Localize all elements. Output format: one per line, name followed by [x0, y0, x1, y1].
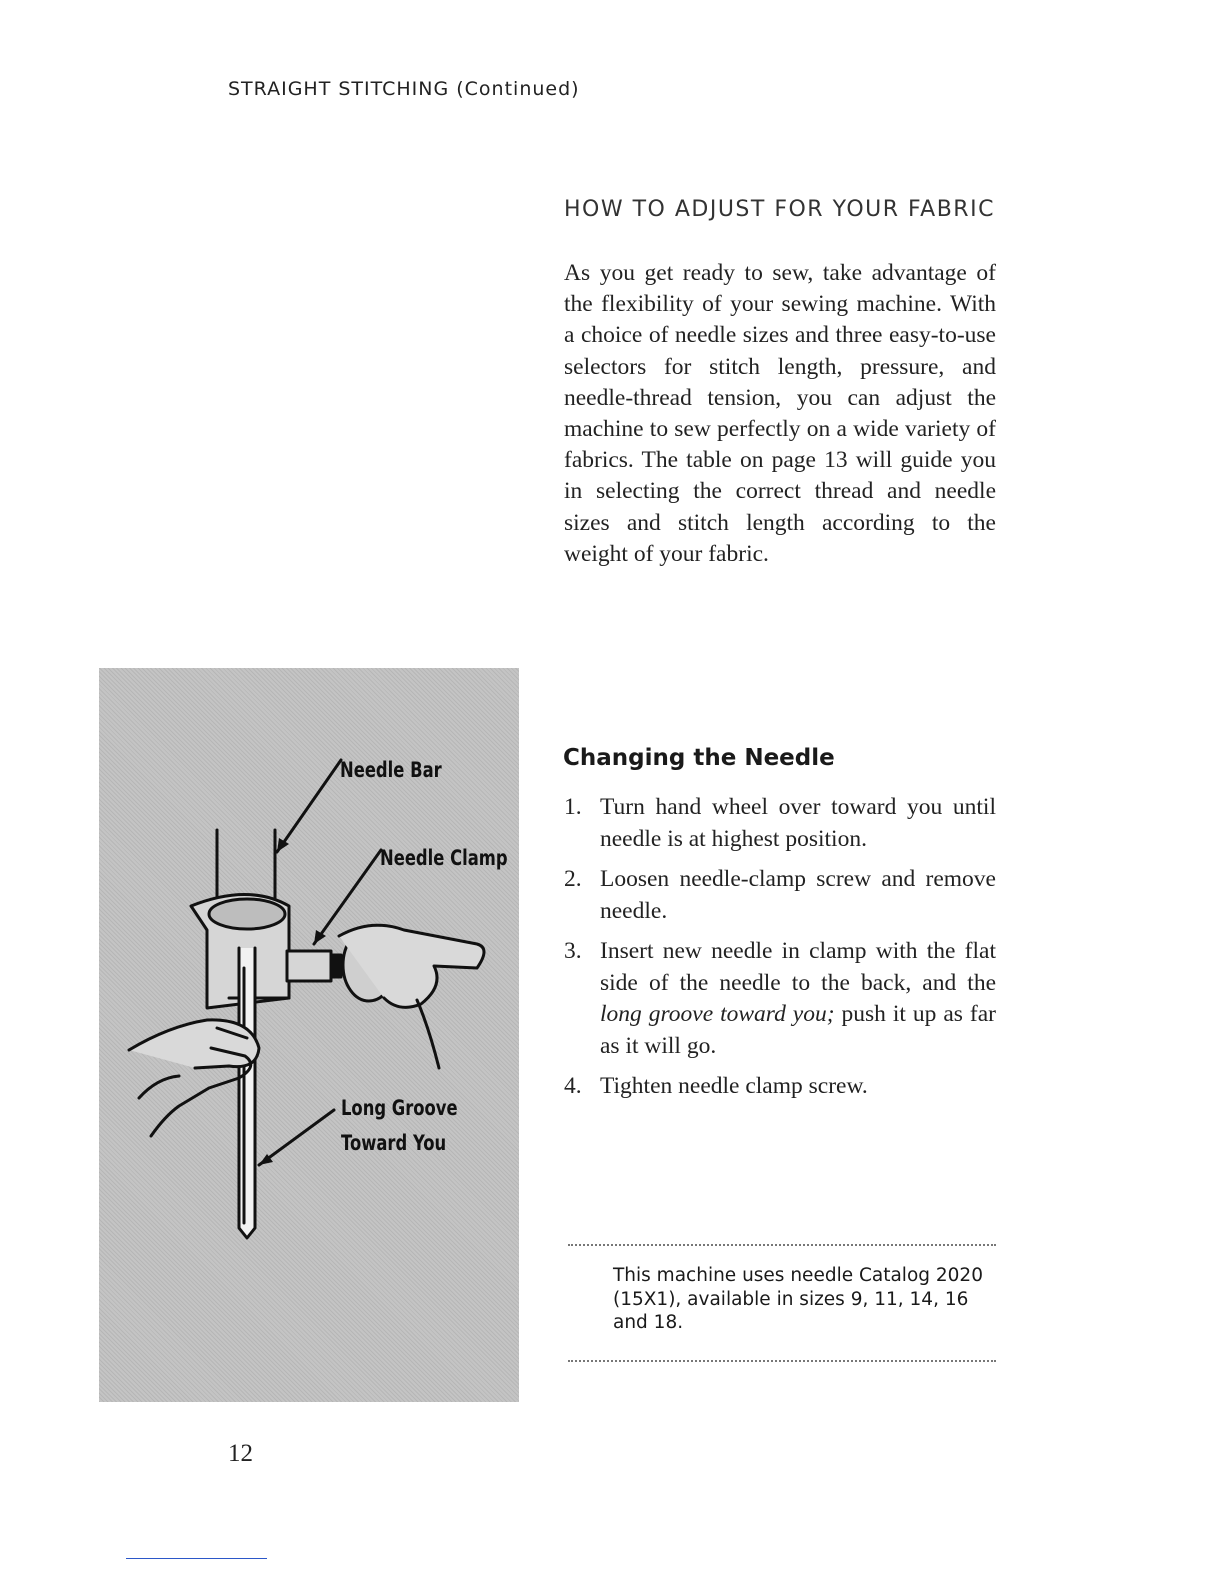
page-number: 12 [228, 1440, 253, 1467]
label-long-groove: Long Groove [341, 1096, 458, 1120]
needle-catalog-note: This machine uses needle Catalog 2020 (15X1), available in sizes 9, 11, 14, 16 and 18. [613, 1265, 983, 1333]
step-item: 2. Loosen needle-clamp screw and remove needle. [564, 866, 996, 924]
needle-drawing [99, 668, 519, 1402]
step-item: 4. Tighten needle clamp screw. [564, 1073, 868, 1099]
note-top-rule [568, 1244, 996, 1246]
changing-needle-heading: Changing the Needle [563, 745, 835, 771]
step-item: 1. Turn hand wheel over toward you until needle is at highest position. [564, 794, 996, 852]
step-item: 3. Insert new needle in clamp with the flat side of the needle to the back, and the long groove toward you; push it up as far as it will go. [564, 938, 996, 1059]
running-head: STRAIGHT STITCHING (Continued) [228, 78, 580, 100]
label-needle-clamp: Needle Clamp [380, 846, 508, 870]
changing-needle-steps [564, 792, 996, 1112]
emphasis-long-groove: long groove toward you; [600, 1001, 835, 1027]
footer-rule [126, 1558, 267, 1559]
adjust-body-text: As you get ready to sew, take advantage of the flexibility of your sewing machine. With a choice of needle sizes and three easy-to-use selectors for stitch length, pressure, and needle-thread tension, you can adjust the machine to sew perfectly on a wide variety of fabrics. The table on page 13 will guide you in selecting the correct thread and needle sizes and stitch length according to the weight of your fabric. [564, 260, 996, 567]
label-needle-bar: Needle Bar [340, 758, 442, 782]
note-bottom-rule [568, 1360, 996, 1362]
needle-illustration [99, 668, 519, 1402]
label-toward-you: Toward You [341, 1131, 447, 1155]
section-title: HOW TO ADJUST FOR YOUR FABRIC [564, 197, 995, 222]
